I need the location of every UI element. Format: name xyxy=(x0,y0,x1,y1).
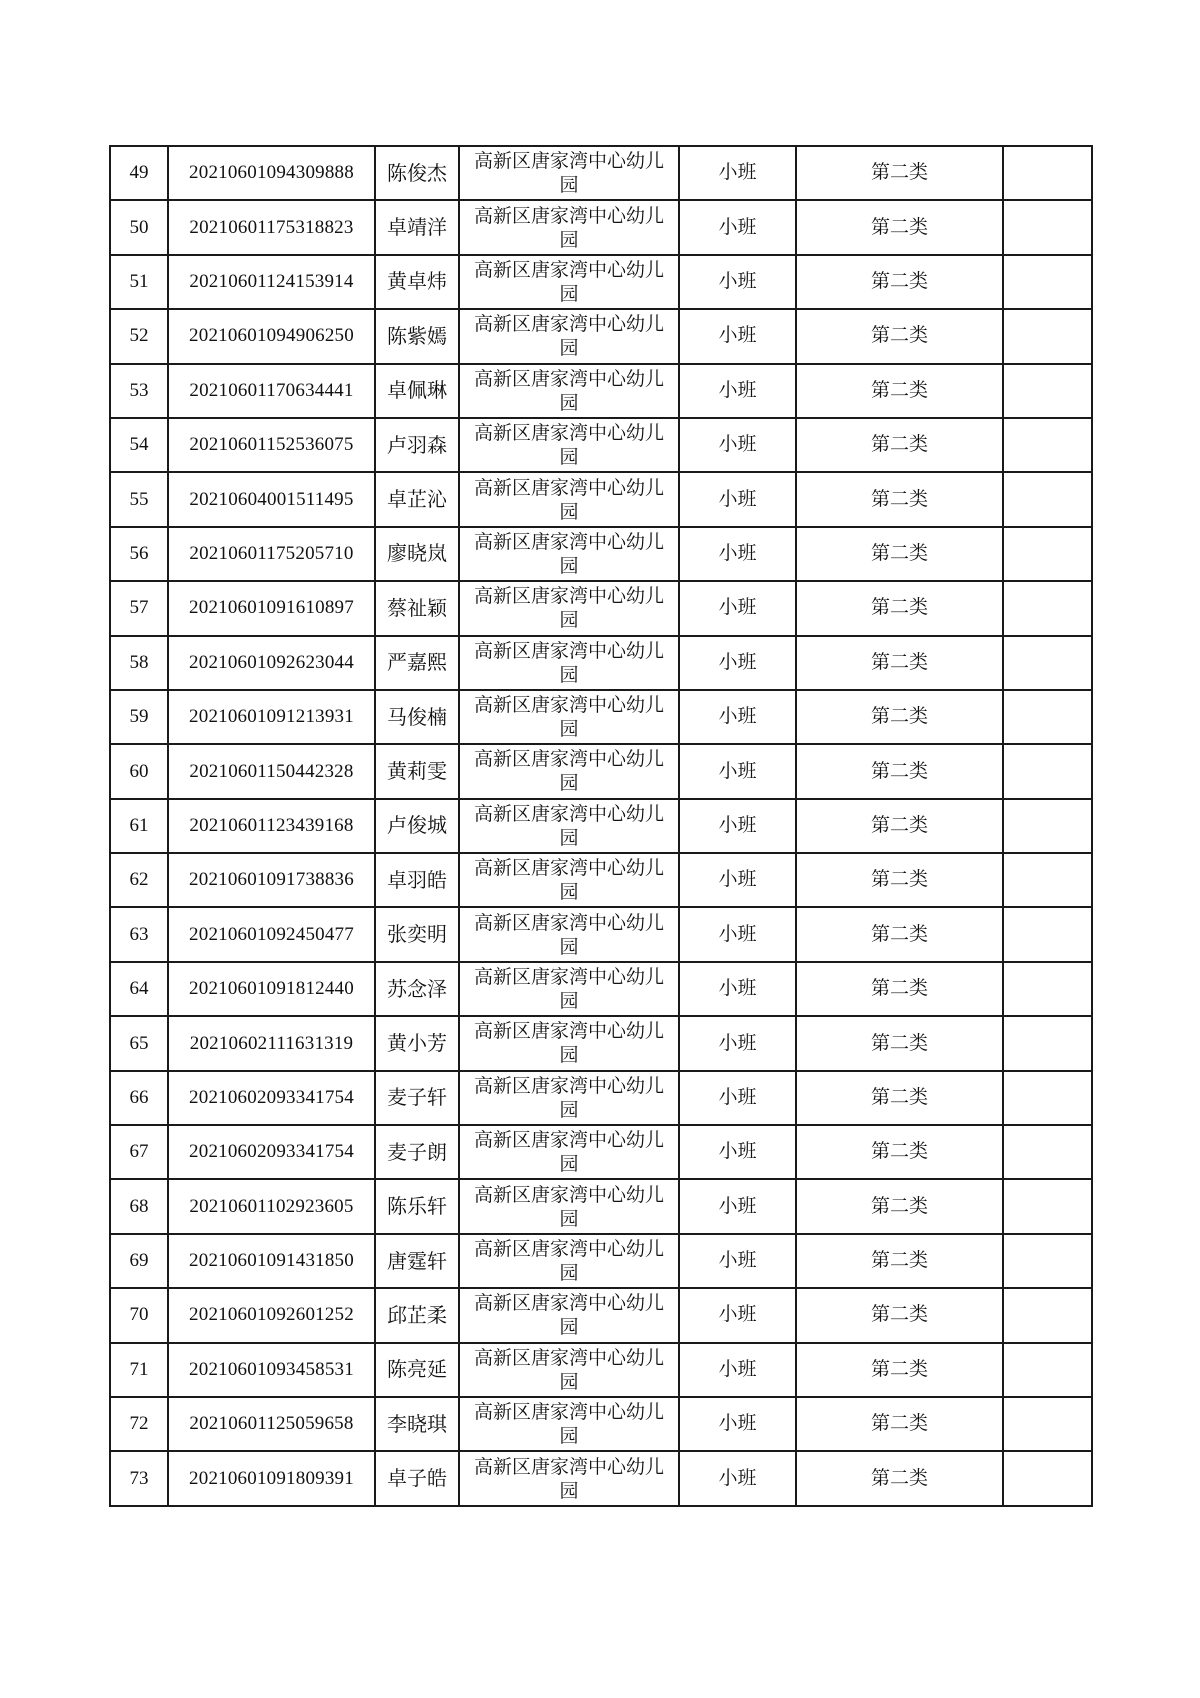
kindergarten-cell: 高新区唐家湾中心幼儿园 xyxy=(459,527,679,581)
child-name-cell: 卓芷沁 xyxy=(375,472,459,526)
registration-code-cell: 20210601092450477 xyxy=(168,907,375,961)
class-level-cell: 小班 xyxy=(679,1343,796,1397)
serial-number-cell: 73 xyxy=(110,1451,168,1505)
child-name-cell: 李晓琪 xyxy=(375,1397,459,1451)
remarks-cell xyxy=(1003,690,1092,744)
class-level-cell: 小班 xyxy=(679,744,796,798)
remarks-cell xyxy=(1003,744,1092,798)
category-cell: 第二类 xyxy=(796,581,1003,635)
registration-code-cell: 20210601125059658 xyxy=(168,1397,375,1451)
table-row xyxy=(110,1016,1092,1070)
serial-number-cell: 54 xyxy=(110,418,168,472)
registration-code-cell: 20210601091809391 xyxy=(168,1451,375,1505)
child-name-cell: 卢俊城 xyxy=(375,799,459,853)
table-row xyxy=(110,309,1092,363)
class-level-cell: 小班 xyxy=(679,690,796,744)
category-cell: 第二类 xyxy=(796,1125,1003,1179)
category-cell: 第二类 xyxy=(796,200,1003,254)
category-cell: 第二类 xyxy=(796,1234,1003,1288)
class-level-cell: 小班 xyxy=(679,1125,796,1179)
table-row xyxy=(110,581,1092,635)
registration-code-cell: 20210601152536075 xyxy=(168,418,375,472)
remarks-cell xyxy=(1003,636,1092,690)
table-row xyxy=(110,255,1092,309)
table-row xyxy=(110,1451,1092,1505)
remarks-cell xyxy=(1003,1071,1092,1125)
category-cell: 第二类 xyxy=(796,309,1003,363)
registration-code-cell: 20210601175205710 xyxy=(168,527,375,581)
table-row xyxy=(110,418,1092,472)
table-row xyxy=(110,200,1092,254)
remarks-cell xyxy=(1003,581,1092,635)
remarks-cell xyxy=(1003,200,1092,254)
kindergarten-cell: 高新区唐家湾中心幼儿园 xyxy=(459,1343,679,1397)
table-row xyxy=(110,744,1092,798)
serial-number-cell: 52 xyxy=(110,309,168,363)
class-level-cell: 小班 xyxy=(679,200,796,254)
table-row xyxy=(110,1125,1092,1179)
child-name-cell: 卢羽森 xyxy=(375,418,459,472)
table-row xyxy=(110,690,1092,744)
registration-code-cell: 20210601102923605 xyxy=(168,1179,375,1233)
child-name-cell: 邱芷柔 xyxy=(375,1288,459,1342)
kindergarten-cell: 高新区唐家湾中心幼儿园 xyxy=(459,200,679,254)
table-row xyxy=(110,853,1092,907)
child-name-cell: 黄莉雯 xyxy=(375,744,459,798)
kindergarten-cell: 高新区唐家湾中心幼儿园 xyxy=(459,690,679,744)
serial-number-cell: 64 xyxy=(110,962,168,1016)
table-row xyxy=(110,907,1092,961)
enrollment-table xyxy=(109,145,1093,1507)
serial-number-cell: 65 xyxy=(110,1016,168,1070)
category-cell: 第二类 xyxy=(796,364,1003,418)
remarks-cell xyxy=(1003,146,1092,200)
category-cell: 第二类 xyxy=(796,744,1003,798)
serial-number-cell: 57 xyxy=(110,581,168,635)
child-name-cell: 唐霆轩 xyxy=(375,1234,459,1288)
category-cell: 第二类 xyxy=(796,472,1003,526)
class-level-cell: 小班 xyxy=(679,472,796,526)
kindergarten-cell: 高新区唐家湾中心幼儿园 xyxy=(459,1179,679,1233)
class-level-cell: 小班 xyxy=(679,799,796,853)
serial-number-cell: 50 xyxy=(110,200,168,254)
table-row xyxy=(110,1397,1092,1451)
remarks-cell xyxy=(1003,1288,1092,1342)
child-name-cell: 卓靖洋 xyxy=(375,200,459,254)
class-level-cell: 小班 xyxy=(679,1071,796,1125)
remarks-cell xyxy=(1003,1451,1092,1505)
kindergarten-cell: 高新区唐家湾中心幼儿园 xyxy=(459,1234,679,1288)
table-row xyxy=(110,636,1092,690)
serial-number-cell: 49 xyxy=(110,146,168,200)
kindergarten-cell: 高新区唐家湾中心幼儿园 xyxy=(459,472,679,526)
remarks-cell xyxy=(1003,1343,1092,1397)
child-name-cell: 蔡祉颖 xyxy=(375,581,459,635)
class-level-cell: 小班 xyxy=(679,1016,796,1070)
remarks-cell xyxy=(1003,799,1092,853)
table-row xyxy=(110,527,1092,581)
table-row xyxy=(110,364,1092,418)
remarks-cell xyxy=(1003,255,1092,309)
class-level-cell: 小班 xyxy=(679,418,796,472)
kindergarten-cell: 高新区唐家湾中心幼儿园 xyxy=(459,581,679,635)
remarks-cell xyxy=(1003,364,1092,418)
remarks-cell xyxy=(1003,1397,1092,1451)
class-level-cell: 小班 xyxy=(679,907,796,961)
table-body xyxy=(110,146,1092,1506)
child-name-cell: 陈亮延 xyxy=(375,1343,459,1397)
remarks-cell xyxy=(1003,1234,1092,1288)
table-row xyxy=(110,1343,1092,1397)
registration-code-cell: 20210602111631319 xyxy=(168,1016,375,1070)
child-name-cell: 严嘉熙 xyxy=(375,636,459,690)
table-row xyxy=(110,962,1092,1016)
registration-code-cell: 20210601091610897 xyxy=(168,581,375,635)
serial-number-cell: 62 xyxy=(110,853,168,907)
remarks-cell xyxy=(1003,309,1092,363)
kindergarten-cell: 高新区唐家湾中心幼儿园 xyxy=(459,744,679,798)
registration-code-cell: 20210601170634441 xyxy=(168,364,375,418)
remarks-cell xyxy=(1003,907,1092,961)
class-level-cell: 小班 xyxy=(679,1288,796,1342)
serial-number-cell: 71 xyxy=(110,1343,168,1397)
child-name-cell: 陈紫嫣 xyxy=(375,309,459,363)
class-level-cell: 小班 xyxy=(679,364,796,418)
registration-code-cell: 20210601092623044 xyxy=(168,636,375,690)
category-cell: 第二类 xyxy=(796,1397,1003,1451)
child-name-cell: 黄卓炜 xyxy=(375,255,459,309)
kindergarten-cell: 高新区唐家湾中心幼儿园 xyxy=(459,636,679,690)
category-cell: 第二类 xyxy=(796,146,1003,200)
child-name-cell: 廖晓岚 xyxy=(375,527,459,581)
category-cell: 第二类 xyxy=(796,418,1003,472)
remarks-cell xyxy=(1003,1125,1092,1179)
class-level-cell: 小班 xyxy=(679,1397,796,1451)
kindergarten-cell: 高新区唐家湾中心幼儿园 xyxy=(459,309,679,363)
class-level-cell: 小班 xyxy=(679,1234,796,1288)
serial-number-cell: 66 xyxy=(110,1071,168,1125)
kindergarten-cell: 高新区唐家湾中心幼儿园 xyxy=(459,418,679,472)
registration-code-cell: 20210601124153914 xyxy=(168,255,375,309)
category-cell: 第二类 xyxy=(796,1016,1003,1070)
kindergarten-cell: 高新区唐家湾中心幼儿园 xyxy=(459,255,679,309)
registration-code-cell: 20210602093341754 xyxy=(168,1071,375,1125)
class-level-cell: 小班 xyxy=(679,527,796,581)
remarks-cell xyxy=(1003,418,1092,472)
serial-number-cell: 58 xyxy=(110,636,168,690)
kindergarten-cell: 高新区唐家湾中心幼儿园 xyxy=(459,853,679,907)
category-cell: 第二类 xyxy=(796,1179,1003,1233)
child-name-cell: 麦子朗 xyxy=(375,1125,459,1179)
kindergarten-cell: 高新区唐家湾中心幼儿园 xyxy=(459,1071,679,1125)
child-name-cell: 马俊楠 xyxy=(375,690,459,744)
enrollment-table-wrapper xyxy=(109,145,1091,1507)
serial-number-cell: 63 xyxy=(110,907,168,961)
class-level-cell: 小班 xyxy=(679,853,796,907)
category-cell: 第二类 xyxy=(796,1288,1003,1342)
remarks-cell xyxy=(1003,853,1092,907)
child-name-cell: 卓佩琳 xyxy=(375,364,459,418)
child-name-cell: 黄小芳 xyxy=(375,1016,459,1070)
registration-code-cell: 20210604001511495 xyxy=(168,472,375,526)
registration-code-cell: 20210601091431850 xyxy=(168,1234,375,1288)
class-level-cell: 小班 xyxy=(679,1451,796,1505)
child-name-cell: 陈乐轩 xyxy=(375,1179,459,1233)
kindergarten-cell: 高新区唐家湾中心幼儿园 xyxy=(459,962,679,1016)
category-cell: 第二类 xyxy=(796,962,1003,1016)
registration-code-cell: 20210601175318823 xyxy=(168,200,375,254)
remarks-cell xyxy=(1003,962,1092,1016)
class-level-cell: 小班 xyxy=(679,309,796,363)
class-level-cell: 小班 xyxy=(679,636,796,690)
serial-number-cell: 56 xyxy=(110,527,168,581)
table-row xyxy=(110,472,1092,526)
serial-number-cell: 59 xyxy=(110,690,168,744)
table-row xyxy=(110,1234,1092,1288)
serial-number-cell: 67 xyxy=(110,1125,168,1179)
remarks-cell xyxy=(1003,527,1092,581)
registration-code-cell: 20210601093458531 xyxy=(168,1343,375,1397)
child-name-cell: 卓羽皓 xyxy=(375,853,459,907)
category-cell: 第二类 xyxy=(796,1343,1003,1397)
table-row xyxy=(110,146,1092,200)
class-level-cell: 小班 xyxy=(679,255,796,309)
class-level-cell: 小班 xyxy=(679,1179,796,1233)
class-level-cell: 小班 xyxy=(679,581,796,635)
registration-code-cell: 20210601091738836 xyxy=(168,853,375,907)
kindergarten-cell: 高新区唐家湾中心幼儿园 xyxy=(459,1397,679,1451)
category-cell: 第二类 xyxy=(796,527,1003,581)
kindergarten-cell: 高新区唐家湾中心幼儿园 xyxy=(459,1125,679,1179)
kindergarten-cell: 高新区唐家湾中心幼儿园 xyxy=(459,1016,679,1070)
category-cell: 第二类 xyxy=(796,853,1003,907)
child-name-cell: 卓子皓 xyxy=(375,1451,459,1505)
serial-number-cell: 69 xyxy=(110,1234,168,1288)
serial-number-cell: 61 xyxy=(110,799,168,853)
category-cell: 第二类 xyxy=(796,636,1003,690)
kindergarten-cell: 高新区唐家湾中心幼儿园 xyxy=(459,907,679,961)
serial-number-cell: 53 xyxy=(110,364,168,418)
category-cell: 第二类 xyxy=(796,799,1003,853)
serial-number-cell: 60 xyxy=(110,744,168,798)
registration-code-cell: 20210601123439168 xyxy=(168,799,375,853)
remarks-cell xyxy=(1003,1016,1092,1070)
table-row xyxy=(110,1071,1092,1125)
remarks-cell xyxy=(1003,1179,1092,1233)
category-cell: 第二类 xyxy=(796,255,1003,309)
serial-number-cell: 72 xyxy=(110,1397,168,1451)
registration-code-cell: 20210601094309888 xyxy=(168,146,375,200)
kindergarten-cell: 高新区唐家湾中心幼儿园 xyxy=(459,1451,679,1505)
child-name-cell: 张奕明 xyxy=(375,907,459,961)
registration-code-cell: 20210601092601252 xyxy=(168,1288,375,1342)
table-row xyxy=(110,1288,1092,1342)
category-cell: 第二类 xyxy=(796,690,1003,744)
kindergarten-cell: 高新区唐家湾中心幼儿园 xyxy=(459,146,679,200)
kindergarten-cell: 高新区唐家湾中心幼儿园 xyxy=(459,1288,679,1342)
child-name-cell: 陈俊杰 xyxy=(375,146,459,200)
registration-code-cell: 20210601094906250 xyxy=(168,309,375,363)
class-level-cell: 小班 xyxy=(679,962,796,1016)
category-cell: 第二类 xyxy=(796,1071,1003,1125)
child-name-cell: 苏念泽 xyxy=(375,962,459,1016)
table-row xyxy=(110,799,1092,853)
serial-number-cell: 51 xyxy=(110,255,168,309)
remarks-cell xyxy=(1003,472,1092,526)
serial-number-cell: 68 xyxy=(110,1179,168,1233)
category-cell: 第二类 xyxy=(796,1451,1003,1505)
registration-code-cell: 20210601150442328 xyxy=(168,744,375,798)
category-cell: 第二类 xyxy=(796,907,1003,961)
serial-number-cell: 55 xyxy=(110,472,168,526)
kindergarten-cell: 高新区唐家湾中心幼儿园 xyxy=(459,364,679,418)
child-name-cell: 麦子轩 xyxy=(375,1071,459,1125)
registration-code-cell: 20210601091213931 xyxy=(168,690,375,744)
registration-code-cell: 20210602093341754 xyxy=(168,1125,375,1179)
kindergarten-cell: 高新区唐家湾中心幼儿园 xyxy=(459,799,679,853)
table-row xyxy=(110,1179,1092,1233)
registration-code-cell: 20210601091812440 xyxy=(168,962,375,1016)
serial-number-cell: 70 xyxy=(110,1288,168,1342)
class-level-cell: 小班 xyxy=(679,146,796,200)
